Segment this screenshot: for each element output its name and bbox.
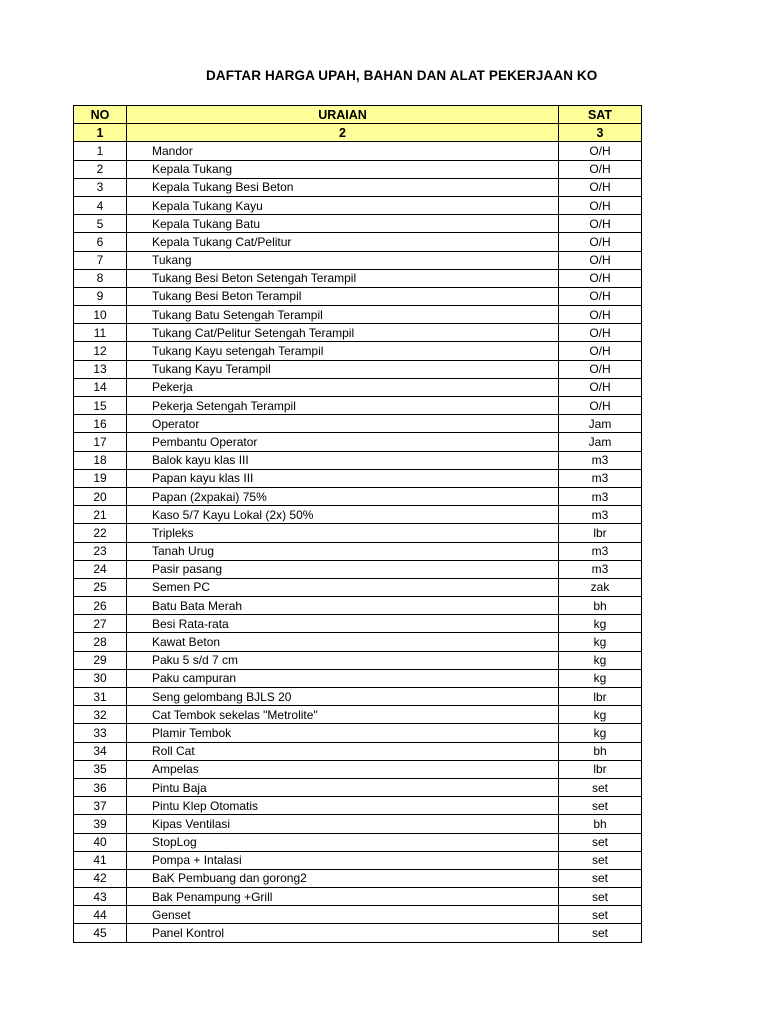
table-row bbox=[74, 869, 642, 887]
table-row bbox=[74, 706, 642, 724]
cell-no: 2 bbox=[74, 160, 127, 178]
cell-no: 33 bbox=[74, 724, 127, 742]
table-row bbox=[74, 487, 642, 505]
table-row bbox=[74, 469, 642, 487]
cell-sat: set bbox=[559, 924, 642, 942]
cell-no: 35 bbox=[74, 760, 127, 778]
cell-sat: bh bbox=[559, 597, 642, 615]
cell-sat: lbr bbox=[559, 688, 642, 706]
cell-sat: O/H bbox=[559, 342, 642, 360]
cell-uraian: Tukang Besi Beton Terampil bbox=[127, 287, 559, 305]
cell-sat: lbr bbox=[559, 760, 642, 778]
header-sat: SAT bbox=[559, 106, 642, 124]
table-row bbox=[74, 215, 642, 233]
subheader-row bbox=[74, 124, 642, 142]
table-row bbox=[74, 251, 642, 269]
table-row bbox=[74, 397, 642, 415]
cell-sat: bh bbox=[559, 815, 642, 833]
cell-sat: m3 bbox=[559, 487, 642, 505]
table-row bbox=[74, 669, 642, 687]
cell-uraian: Papan kayu klas III bbox=[127, 469, 559, 487]
cell-uraian: Panel Kontrol bbox=[127, 924, 559, 942]
cell-no: 15 bbox=[74, 397, 127, 415]
cell-no: 34 bbox=[74, 742, 127, 760]
cell-uraian: BaK Pembuang dan gorong2 bbox=[127, 869, 559, 887]
cell-uraian: Pintu Baja bbox=[127, 778, 559, 796]
cell-no: 7 bbox=[74, 251, 127, 269]
table-row bbox=[74, 615, 642, 633]
cell-sat: O/H bbox=[559, 306, 642, 324]
cell-uraian: Tukang Besi Beton Setengah Terampil bbox=[127, 269, 559, 287]
cell-uraian: Batu Bata Merah bbox=[127, 597, 559, 615]
cell-sat: O/H bbox=[559, 378, 642, 396]
cell-uraian: Pompa + Intalasi bbox=[127, 851, 559, 869]
cell-sat: set bbox=[559, 797, 642, 815]
table-row bbox=[74, 651, 642, 669]
cell-no: 40 bbox=[74, 833, 127, 851]
cell-sat: kg bbox=[559, 615, 642, 633]
cell-uraian: Pembantu Operator bbox=[127, 433, 559, 451]
cell-uraian: Paku 5 s/d 7 cm bbox=[127, 651, 559, 669]
cell-sat: set bbox=[559, 851, 642, 869]
cell-sat: kg bbox=[559, 724, 642, 742]
cell-uraian: Kepala Tukang Kayu bbox=[127, 196, 559, 214]
cell-uraian: Roll Cat bbox=[127, 742, 559, 760]
cell-uraian: Genset bbox=[127, 906, 559, 924]
table-row bbox=[74, 342, 642, 360]
table-row bbox=[74, 578, 642, 596]
cell-sat: O/H bbox=[559, 251, 642, 269]
cell-uraian: Seng gelombang BJLS 20 bbox=[127, 688, 559, 706]
cell-no: 16 bbox=[74, 415, 127, 433]
cell-sat: O/H bbox=[559, 287, 642, 305]
cell-uraian: Tukang Cat/Pelitur Setengah Terampil bbox=[127, 324, 559, 342]
table-row bbox=[74, 433, 642, 451]
cell-uraian: Bak Penampung +Grill bbox=[127, 888, 559, 906]
table-row bbox=[74, 851, 642, 869]
cell-uraian: Tukang Batu Setengah Terampil bbox=[127, 306, 559, 324]
cell-no: 22 bbox=[74, 524, 127, 542]
cell-no: 42 bbox=[74, 869, 127, 887]
table-row bbox=[74, 378, 642, 396]
table-row bbox=[74, 797, 642, 815]
table-row bbox=[74, 306, 642, 324]
cell-sat: set bbox=[559, 906, 642, 924]
cell-uraian: Tukang Kayu Terampil bbox=[127, 360, 559, 378]
cell-no: 30 bbox=[74, 669, 127, 687]
subheader-uraian: 2 bbox=[127, 124, 559, 142]
table-row bbox=[74, 142, 642, 160]
cell-sat: O/H bbox=[559, 269, 642, 287]
cell-no: 1 bbox=[74, 142, 127, 160]
cell-sat: m3 bbox=[559, 560, 642, 578]
cell-sat: kg bbox=[559, 633, 642, 651]
cell-sat: Jam bbox=[559, 415, 642, 433]
cell-no: 14 bbox=[74, 378, 127, 396]
table-row bbox=[74, 633, 642, 651]
cell-no: 41 bbox=[74, 851, 127, 869]
table-row bbox=[74, 833, 642, 851]
table-row bbox=[74, 160, 642, 178]
cell-sat: kg bbox=[559, 706, 642, 724]
header-uraian: URAIAN bbox=[127, 106, 559, 124]
cell-uraian: Tripleks bbox=[127, 524, 559, 542]
table-row bbox=[74, 415, 642, 433]
cell-sat: O/H bbox=[559, 196, 642, 214]
cell-sat: m3 bbox=[559, 542, 642, 560]
cell-no: 39 bbox=[74, 815, 127, 833]
cell-no: 20 bbox=[74, 487, 127, 505]
cell-sat: bh bbox=[559, 742, 642, 760]
cell-uraian: Kepala Tukang bbox=[127, 160, 559, 178]
cell-uraian: Kaso 5/7 Kayu Lokal (2x) 50% bbox=[127, 506, 559, 524]
cell-no: 29 bbox=[74, 651, 127, 669]
cell-no: 19 bbox=[74, 469, 127, 487]
cell-no: 45 bbox=[74, 924, 127, 942]
table-row bbox=[74, 742, 642, 760]
cell-sat: set bbox=[559, 778, 642, 796]
cell-sat: kg bbox=[559, 651, 642, 669]
header-row bbox=[74, 106, 642, 124]
cell-sat: m3 bbox=[559, 506, 642, 524]
cell-uraian: Tanah Urug bbox=[127, 542, 559, 560]
cell-uraian: Semen PC bbox=[127, 578, 559, 596]
cell-uraian: Mandor bbox=[127, 142, 559, 160]
cell-no: 6 bbox=[74, 233, 127, 251]
cell-no: 9 bbox=[74, 287, 127, 305]
cell-uraian: Kipas Ventilasi bbox=[127, 815, 559, 833]
cell-uraian: Balok kayu klas III bbox=[127, 451, 559, 469]
cell-sat: O/H bbox=[559, 142, 642, 160]
table-row bbox=[74, 688, 642, 706]
cell-uraian: Ampelas bbox=[127, 760, 559, 778]
cell-no: 26 bbox=[74, 597, 127, 615]
table-row bbox=[74, 924, 642, 942]
cell-no: 43 bbox=[74, 888, 127, 906]
header-no: NO bbox=[74, 106, 127, 124]
table-row bbox=[74, 196, 642, 214]
cell-uraian: Besi Rata-rata bbox=[127, 615, 559, 633]
table-row bbox=[74, 233, 642, 251]
cell-uraian: Pintu Klep Otomatis bbox=[127, 797, 559, 815]
cell-uraian: Tukang Kayu setengah Terampil bbox=[127, 342, 559, 360]
cell-no: 4 bbox=[74, 196, 127, 214]
cell-uraian: Cat Tembok sekelas "Metrolite" bbox=[127, 706, 559, 724]
table-row bbox=[74, 724, 642, 742]
cell-no: 10 bbox=[74, 306, 127, 324]
cell-uraian: Papan (2xpakai) 75% bbox=[127, 487, 559, 505]
cell-sat: Jam bbox=[559, 433, 642, 451]
table-row bbox=[74, 778, 642, 796]
cell-no: 23 bbox=[74, 542, 127, 560]
cell-sat: O/H bbox=[559, 215, 642, 233]
cell-no: 12 bbox=[74, 342, 127, 360]
cell-sat: kg bbox=[559, 669, 642, 687]
cell-uraian: Pasir pasang bbox=[127, 560, 559, 578]
subheader-sat: 3 bbox=[559, 124, 642, 142]
cell-no: 32 bbox=[74, 706, 127, 724]
table-row bbox=[74, 815, 642, 833]
cell-sat: m3 bbox=[559, 469, 642, 487]
table-row bbox=[74, 560, 642, 578]
document-title: DAFTAR HARGA UPAH, BAHAN DAN ALAT PEKERJAAN KO bbox=[206, 68, 598, 83]
cell-uraian: Pekerja Setengah Terampil bbox=[127, 397, 559, 415]
table-header bbox=[74, 106, 642, 142]
table-row bbox=[74, 906, 642, 924]
cell-no: 11 bbox=[74, 324, 127, 342]
table-row bbox=[74, 506, 642, 524]
cell-uraian: Pekerja bbox=[127, 378, 559, 396]
price-table bbox=[73, 105, 642, 943]
table-body bbox=[74, 142, 642, 942]
table-row bbox=[74, 888, 642, 906]
cell-sat: O/H bbox=[559, 178, 642, 196]
cell-uraian: Kawat Beton bbox=[127, 633, 559, 651]
cell-no: 24 bbox=[74, 560, 127, 578]
table-row bbox=[74, 269, 642, 287]
table-row bbox=[74, 760, 642, 778]
cell-no: 36 bbox=[74, 778, 127, 796]
subheader-no: 1 bbox=[74, 124, 127, 142]
table-row bbox=[74, 360, 642, 378]
cell-uraian: Plamir Tembok bbox=[127, 724, 559, 742]
cell-sat: O/H bbox=[559, 360, 642, 378]
cell-no: 5 bbox=[74, 215, 127, 233]
cell-uraian: Kepala Tukang Cat/Pelitur bbox=[127, 233, 559, 251]
cell-no: 31 bbox=[74, 688, 127, 706]
cell-sat: O/H bbox=[559, 160, 642, 178]
table-row bbox=[74, 451, 642, 469]
cell-no: 8 bbox=[74, 269, 127, 287]
cell-sat: O/H bbox=[559, 324, 642, 342]
cell-no: 25 bbox=[74, 578, 127, 596]
cell-no: 18 bbox=[74, 451, 127, 469]
table-row bbox=[74, 524, 642, 542]
table-row bbox=[74, 324, 642, 342]
cell-no: 17 bbox=[74, 433, 127, 451]
cell-sat: lbr bbox=[559, 524, 642, 542]
table-row bbox=[74, 178, 642, 196]
table-row bbox=[74, 597, 642, 615]
cell-sat: set bbox=[559, 833, 642, 851]
cell-sat: set bbox=[559, 869, 642, 887]
cell-no: 28 bbox=[74, 633, 127, 651]
cell-uraian: StopLog bbox=[127, 833, 559, 851]
cell-uraian: Tukang bbox=[127, 251, 559, 269]
cell-sat: set bbox=[559, 888, 642, 906]
cell-uraian: Kepala Tukang Batu bbox=[127, 215, 559, 233]
table-row bbox=[74, 542, 642, 560]
cell-no: 21 bbox=[74, 506, 127, 524]
cell-uraian: Kepala Tukang Besi Beton bbox=[127, 178, 559, 196]
cell-sat: m3 bbox=[559, 451, 642, 469]
cell-no: 37 bbox=[74, 797, 127, 815]
cell-uraian: Paku campuran bbox=[127, 669, 559, 687]
cell-sat: O/H bbox=[559, 397, 642, 415]
cell-uraian: Operator bbox=[127, 415, 559, 433]
cell-no: 44 bbox=[74, 906, 127, 924]
cell-no: 13 bbox=[74, 360, 127, 378]
cell-sat: O/H bbox=[559, 233, 642, 251]
cell-no: 27 bbox=[74, 615, 127, 633]
cell-no: 3 bbox=[74, 178, 127, 196]
table-row bbox=[74, 287, 642, 305]
cell-sat: zak bbox=[559, 578, 642, 596]
